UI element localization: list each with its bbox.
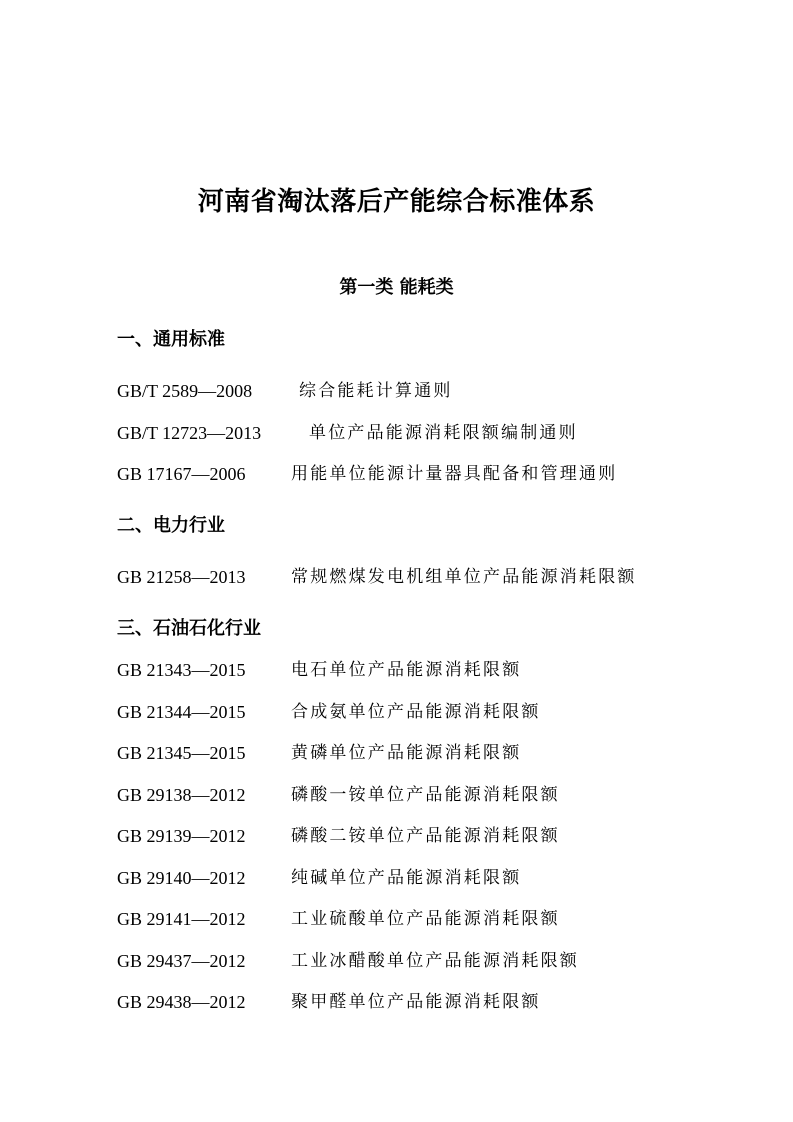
standard-code: GB 29141—2012 [117, 909, 246, 929]
standard-name: 常规燃煤发电机组单位产品能源消耗限额 [291, 567, 637, 587]
section-heading-petrochemical: 三、石油石化行业 [117, 618, 261, 639]
standard-row [117, 460, 617, 488]
standard-row [117, 739, 521, 767]
standard-name: 磷酸二铵单位产品能源消耗限额 [291, 826, 560, 846]
standard-name: 聚甲醛单位产品能源消耗限额 [291, 992, 541, 1012]
standard-name: 合成氨单位产品能源消耗限额 [291, 702, 541, 722]
standard-row [117, 698, 541, 726]
standard-row [117, 864, 521, 892]
standard-row [117, 988, 541, 1016]
standard-code: GB 29437—2012 [117, 951, 246, 971]
standard-name: 单位产品能源消耗限额编制通则 [309, 423, 578, 443]
standard-name: 工业硫酸单位产品能源消耗限额 [291, 909, 560, 929]
standard-name: 工业冰醋酸单位产品能源消耗限额 [291, 951, 579, 971]
standard-name: 磷酸一铵单位产品能源消耗限额 [291, 785, 560, 805]
standard-code: GB 21343—2015 [117, 660, 246, 680]
standard-code: GB 21345—2015 [117, 743, 246, 763]
standard-code: GB 29140—2012 [117, 868, 246, 888]
standard-row [117, 822, 560, 850]
section-heading-power: 二、电力行业 [117, 515, 225, 536]
standard-name: 电石单位产品能源消耗限额 [291, 660, 522, 680]
standard-name: 纯碱单位产品能源消耗限额 [291, 868, 522, 888]
category-title: 第一类 能耗类 [339, 277, 454, 298]
standard-row [117, 905, 560, 933]
document-title: 河南省淘汰落后产能综合标准体系 [197, 187, 596, 217]
standard-code: GB 21344—2015 [117, 702, 246, 722]
section-heading-general: 一、通用标准 [117, 329, 225, 350]
standard-row [117, 947, 579, 975]
standard-code: GB 29139—2012 [117, 826, 246, 846]
standard-row [117, 781, 560, 809]
standard-code: GB 29138—2012 [117, 785, 246, 805]
standard-row [117, 419, 578, 447]
standard-code: GB 17167—2006 [117, 464, 246, 484]
standard-row [117, 563, 637, 591]
standard-name: 用能单位能源计量器具配备和管理通则 [291, 464, 618, 484]
standard-code: GB 29438—2012 [117, 992, 246, 1012]
standard-row [117, 377, 453, 405]
standard-code: GB/T 2589—2008 [117, 381, 253, 401]
standard-code: GB/T 12723—2013 [117, 423, 262, 443]
standard-name: 综合能耗计算通则 [299, 381, 453, 401]
standard-code: GB 21258—2013 [117, 567, 246, 587]
standard-row [117, 656, 521, 684]
standard-name: 黄磷单位产品能源消耗限额 [291, 743, 522, 763]
